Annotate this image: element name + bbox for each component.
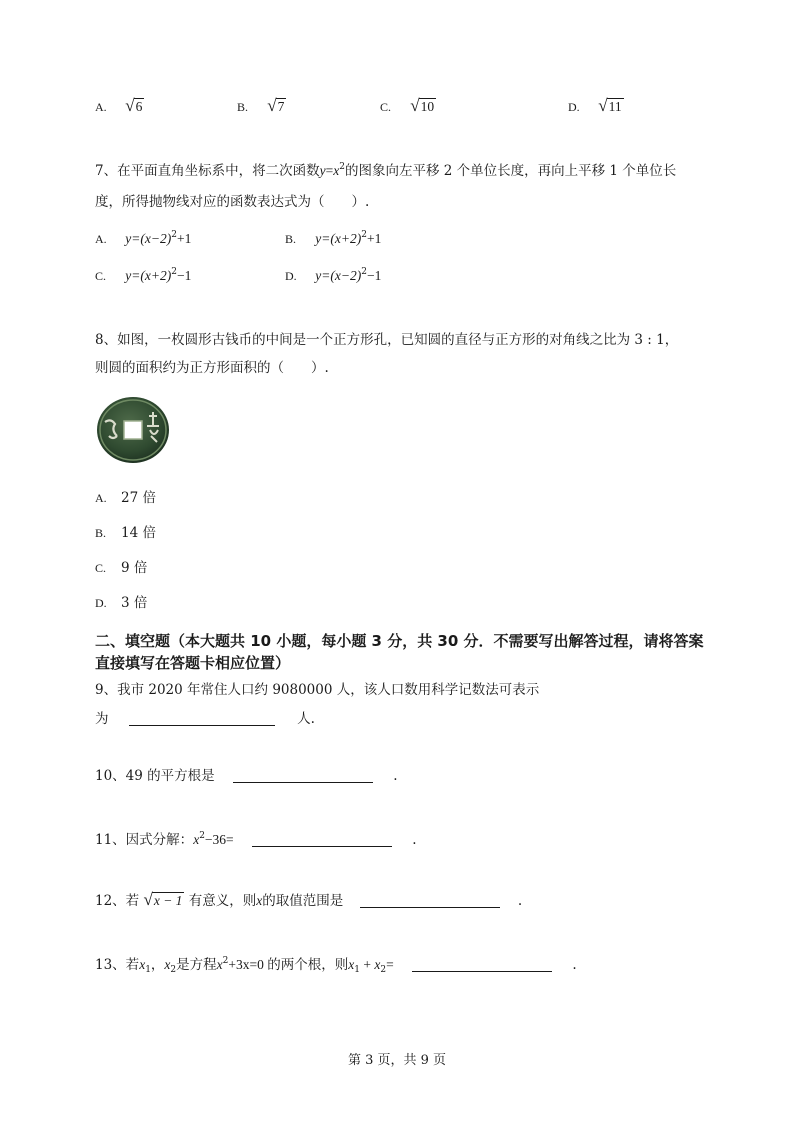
q8-option-d[interactable]: D. 3 倍: [95, 595, 148, 611]
q6-option-c[interactable]: [380, 97, 436, 117]
q7-option-c[interactable]: C. $y=(x+2)^2-1$: [95, 266, 191, 286]
q12: 12、若 √ x − 1 有意义，则x的取值范围是 .: [95, 890, 523, 909]
section-heading: 二、填空题（本大题共 10 小题，每小题 3 分，共 30 分．不需要写出解答过程，请将答案直接填写在答题卡相应位置）: [95, 632, 704, 672]
q9-stem-line2: 为 人.: [95, 711, 315, 727]
q6-option-b[interactable]: [237, 97, 286, 117]
q7-option-a[interactable]: A. $y=(x-2)^2+1$: [95, 229, 191, 249]
option-label: B.: [237, 100, 249, 114]
q10: 10、49 的平方根是 .: [95, 768, 398, 784]
sqrt-expression: √ 11: [598, 96, 622, 115]
answer-blank[interactable]: [360, 893, 500, 908]
answer-blank[interactable]: [252, 832, 392, 847]
option-label: A.: [95, 232, 107, 246]
q13: 13、若$x_1$，$x_2$是方程$x^2+3x=0$ 的两个根，则$x_1 + x_2=$ .: [95, 956, 577, 975]
q11: 11、因式分解：$x^2-36=$ .: [95, 831, 417, 848]
page-footer: 第 3 页，共 9 页: [347, 1053, 447, 1068]
sqrt-expression: √ x − 1: [143, 890, 183, 909]
option-label: C.: [380, 100, 392, 114]
q7-stem-line2: 度，所得抛物线对应的函数表达式为（ ）.: [95, 194, 370, 210]
option-label: B.: [285, 232, 297, 246]
option-label: D.: [285, 269, 297, 283]
q8-option-c[interactable]: C. 9 倍: [95, 560, 148, 576]
answer-blank[interactable]: [129, 711, 275, 726]
q8-option-b[interactable]: B. 14 倍: [95, 525, 156, 541]
sqrt-expression: √ 10: [410, 96, 435, 115]
option-label: A.: [95, 100, 107, 114]
sqrt-expression: √ 7: [267, 96, 285, 115]
q7-stem-line1: 7、在平面直角坐标系中，将二次函数$y=x^2$的图象向左平移 2 个单位长度，再向上平移 1 个单位长: [95, 162, 677, 179]
option-label: D.: [568, 100, 580, 114]
q8-option-a[interactable]: A. 27 倍: [95, 490, 156, 506]
q6-option-a[interactable]: [95, 97, 144, 117]
answer-blank[interactable]: [233, 768, 373, 783]
q7-option-d[interactable]: D. $y=(x-2)^2-1$: [285, 266, 381, 286]
ancient-coin-image: [95, 396, 171, 464]
sqrt-expression: √ 6: [125, 96, 143, 115]
option-label: C.: [95, 269, 107, 283]
q9-stem-line1: 9、我市 2020 年常住人口约 9080000 人，该人口数用科学记数法可表示: [95, 682, 540, 698]
q8-stem-line1: 8、如图，一枚圆形古钱币的中间是一个正方形孔，已知圆的直径与正方形的对角线之比为 3 : 1，: [95, 332, 679, 348]
q7-option-b[interactable]: B. $y=(x+2)^2+1$: [285, 229, 381, 249]
q8-stem-line2: 则圆的面积约为正方形面积的（ ）.: [95, 360, 329, 376]
q6-option-d[interactable]: [568, 97, 624, 117]
answer-blank[interactable]: [412, 957, 552, 972]
